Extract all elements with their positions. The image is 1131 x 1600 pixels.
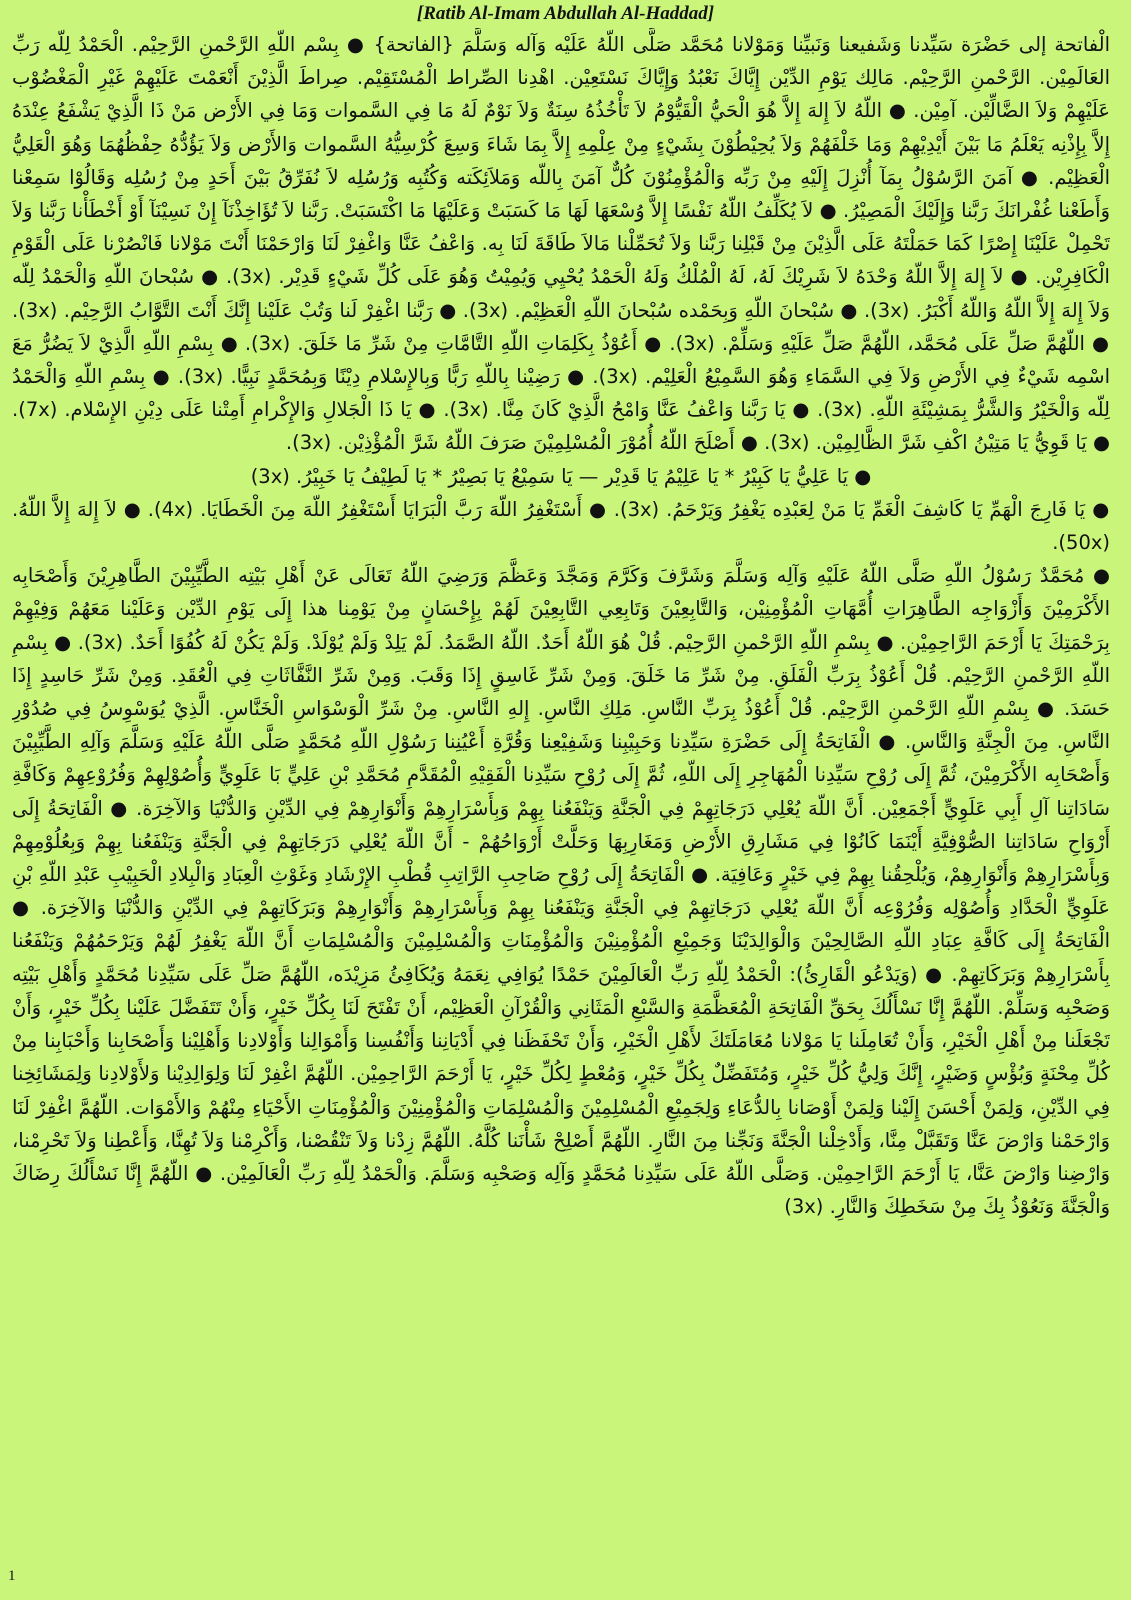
page-number: 1 [8,1568,16,1584]
page-title: [Ratib Al-Imam Abdullah Al-Haddad] [416,3,715,24]
ratib-opening-text: الْفاتحة إلى حَضْرَة سَيِّدنا وَشَفيعنا وَنَبيِّنا وَمَوْلانا مُحَمَّد صَلَّى اللّهُ عَلَيْه وَآله وَسَلَّمَ {الفاتحة} ● بِسْم اللّهِ الرَّحْمنِ الرَّحِيْم. الْحَمْدُ لِلّه رَبِّ العَالَمِيْن. الرَّحْمنِ الرَّحِيْم. مَالِك يَوْمِ الدِّيْن إِيَّاكَ نَعْبُدُ وَإِيَّاكَ نَسْتَعِيْن. اهْدِنا الصِّراط الْمُسْتَقِيْم. صِراطَ الَّذِيْنَ أَنْعَمْتَ عَلَيْهِمْ غَيْرِ الْمَغْضُوْب عَلَيْهِمْ وَلاَ الضَّالِّيْن. آمِيْن. ● اللّهُ لاَ إِلهَ إِلاَّ هُوَ الْحَيُّ الْقَيُّوْمُ لاَ تَأْخُذُهُ سِنَةٌ وَلاَ نَوْمٌ لَهُ مَا فِي السَّموات وَمَا فِي الأَرْض مَنْ ذَا الَّذِيْ يَشْفَعُ عِنْدَهُ إِلاَّ بِإِذْنِه يَعْلَمُ مَا بَيْنَ أَيْدِيْهِمْ وَمَا خَلْفَهُمْ وَلاَ يُحِيْطُوْنَ بِشَيْءٍ مِنْ عِلْمِهِ إِلاَّ بِمَا شَاءَ وَسِعَ كُرْسِيُّهُ السَّموات وَالأَرْض وَلاَ يَؤُدُّهُ حِفْظُهُمَا وَهُوَ الْعَلِيُّ الْعَظِيْم. ● آمَنَ الرَّسُوْلُ بِمَآ أُنْزِلَ إِلَيْهِ مِنْ رَبِّه وَالْمُؤْمِنُوْنَ كُلٌّ آمَنَ بِاللّه وَمَلاَئِكَته وَكُتُبِه وَرُسُلِه لاَ نُفَرِّقُ بَيْنَ أَحَدٍ مِنْ رُسُلِه وَقَالُوْا سَمِعْنا وَأَطَعْنا غُفْرانَكَ رَبَّنا وَإِلَيْكَ الْمَصِيْرُ. ● لاَ يُكَلِّفُ اللّهُ نَفْسًا إِلاَّ وُسْعَهَا لَهَا مَا كَسَبَتْ وَعَلَيْهَا مَا اكْتَسَبَتْ. رَبَّنا لاَ تُؤَاخِذْنَآ إِنْ نَسِيْنَآ أَوْ أَخْطَأْنا رَبَّنا وَلاَ تَحْمِلْ عَلَيْنَا إِصْرًا كَمَا حَمَلْتَهُ عَلَى الَّذِيْنَ مِنْ قَبْلِنا رَبَّنا وَلاَ تُحَمِّلْنا مَالاَ طَاقَةَ لَنَا بِه. وَاعْفُ عَنَّا وَاغْفِرْ لَنَا وَارْحَمْنَا أَنْتَ مَوْلانا فَانْصُرْنا عَلَى الْقَوْمِ الْكَافِرِيْن. ● لاَ إِلهَ إِلاَّ اللّهُ وَحْدَهُ لاَ شَرِيْكَ لَهُ، لَهُ الْمُلْكُ وَلَهُ الْحَمْدُ يُحْيِي وَيُمِيْتُ وَهُوَ عَلَى كُلِّ شَيْءٍ قَدِيْر. (3x). ● سُبْحانَ اللّهِ وَالْحَمْدُ لِلّه وَلاَ إِلهَ إِلاَّ اللّهُ وَاللّهُ أَكْبَرُ. (3x). ● سُبْحانَ اللّهِ وَبِحَمْده سُبْحانَ اللّهِ الْعَظِيْم. (3x). ● رَبَّنا اغْفِرْ لَنا وَتُبْ عَلَيْنا إِنَّكَ أَنْتَ التَّوَّابُ الرَّحِيْم. (3x). ● اللّهُمَّ صَلِّ عَلَى مُحَمَّد، اللّهُمَّ صَلِّ عَلَيْهِ وَسَلِّمْ. (3x). ● أَعُوْذُ بِكَلِمَاتِ اللّهِ التَّامَّاتِ مِنْ شَرِّ مَا خَلَقَ. (3x). ● بِسْمِ اللّهِ الَّذِيْ لاَ يَضُرُّ مَعَ اسْمِه شَيْءٌ فِي الأَرْضِ وَلاَ فِي السَّمَاءِ وَهُوَ السَّمِيْعُ الْعَلِيْم. (3x). ● رَضِيْنا بِاللّهِ رَبًّا وَبِالإِسْلامِ دِيْنًا وَبِمُحَمَّدٍ نَبِيًّا. (3x). ● بِسْمِ اللّهِ وَالْحَمْدُ لِلّه وَالْخَيْرُ وَالشَّرُّ بِمَشِيْئَةِ اللّهِ. (3x). ● يَا رَبَّنا وَاعْفُ عَنَّا وَامْحُ الَّذِيْ كَانَ مِنَّا. (3x). ● يَا ذَا الْجَلالِ وَالإِكْرامِ أَمِتْنا عَلَى دِيْنِ الإِسْلام. (7x). ● يَا قَوِيُّ يَا مَتِيْنُ اكْفِ شَرَّ الظَّالِمِيْن. (3x). ● أَصْلَحَ اللّهُ أُمُوْرَ الْمُسْلِمِيْنَ صَرَفَ اللّهُ شَرَّ الْمُؤْذِيْن. (3x). [12,33,1110,455]
ratib-repeated-dhikr: ● يَا فَارِجَ الْهَمِّ يَا كَاشِفَ الْغَمِّ يَا مَنْ لِعَبْدِه يَغْفِرُ وَيَرْحَمُ. (3x). ● أَسْتَغْفِرُ اللّهَ رَبَّ الْبَرَايَا أَسْتَغْفِرُ اللّهَ مِنَ الْخَطَايَا. (4x). ● لاَ إِلهَ إِلاَّ اللّهُ. (50x). [12,497,1110,555]
ratib-closing-dua: ● مُحَمَّدٌ رَسُوْلُ اللّهِ صَلَّى اللّهُ عَلَيْهِ وَآلِه وَسَلَّمَ وَشَرَّفَ وَكَرَّمَ وَمَجَّدَ وَعَظَّمَ وَرَضِيَ اللّهُ تَعَالَى عَنْ أَهْلِ بَيْتِه الطَّيِّبِيْنَ الطَّاهِرِيْنَ وَأَصْحَابِه الأَكْرَمِيْنَ وَأَزْوَاجِه الطَّاهِرَاتِ أُمَّهَاتِ الْمُؤْمِنِيْن، وَالتَّابِعِيْنَ وَتَابِعِي التَّابِعِيْنَ لَهُمْ بِإِحْسَانٍ مِنْ يَوْمِنا هذا إِلَى يَوْمِ الدِّيْن وَعَلَيْنا مَعَهُمْ وَفِيْهِمْ بِرَحْمَتِكَ يَا أَرْحَمَ الرَّاحِمِيْن. ● بِسْمِ اللّهِ الرَّحْمنِ الرَّحِيْم. قُلْ هُوَ اللّهُ أَحَدٌ. اللّهُ الصَّمَدُ. لَمْ يَلِدْ وَلَمْ يُوْلَدْ. وَلَمْ يَكُنْ لَهُ كُفُوًا أَحَدٌ. (3x). ● بِسْمِ اللّهِ الرَّحْمنِ الرَّحِيْم. قُلْ أَعُوْذُ بِرَبِّ الْفَلَقِ. مِنْ شَرِّ مَا خَلَقَ. وَمِنْ شَرِّ غَاسِقٍ إِذَا وَقَبَ. وَمِنْ شَرِّ النَّفَّاثَاتِ فِي الْعُقَدِ. وَمِنْ شَرِّ حَاسِدٍ إِذَا حَسَدَ. ● بِسْمِ اللّهِ الرَّحْمنِ الرَّحِيْم. قُلْ أَعُوْذُ بِرَبِّ النَّاسِ. مَلِكِ النَّاسِ. إِلهِ النَّاسِ. مِنْ شَرِّ الْوَسْوَاسِ الْخَنَّاسِ. الَّذِيْ يُوَسْوِسُ فِي صُدُوْرِ النَّاسِ. مِنَ الْجِنَّةِ وَالنَّاسِ. ● الْفَاتِحَةُ إِلَى حَضْرَةِ سَيِّدِنا وَحَبِيْبِنا وَشَفِيْعِنا وَقُرَّةِ أَعْيُنِنا رَسُوْلِ اللّهِ مُحَمَّدٍ صَلَّى اللّهُ عَلَيْهِ وَسَلَّمَ وَآلِهِ الطَّيِّبِيْنَ وَأَصْحَابِه الأَكْرَمِيْنَ، ثُمَّ إِلَى رُوْحِ سَيِّدِنا الْمُهَاجِرِ إِلَى اللّهِ، ثُمَّ إِلَى رُوْحِ سَيِّدِنا الْفَقِيْهِ الْمُقَدَّمِ مُحَمَّدِ بْنِ عَلِيٍّ بَا عَلَوِيٍّ وَأُصُوْلِهِمْ وَفُرُوْعِهِمْ وَكَافَّةِ سَادَاتِنا آلِ أَبِي عَلَوِيٍّ أَجْمَعِيْن. أَنَّ اللّهَ يُعْلِي دَرَجَاتِهِمْ فِي الْجَنَّةِ وَيَنْفَعُنا بِهِمْ وَبِأَسْرَارِهِمْ وَأَنْوَارِهِمْ فِي الدِّيْنِ وَالدُّنْيَا وَالآخِرَة. ● الْفَاتِحَةُ إِلَى أَرْوَاحِ سَادَاتِنا الصُّوْفِيَّةِ أَيْنَمَا كَانُوْا فِي مَشَارِقِ الأَرْضِ وَمَغَارِبِهَا وَحَلَّتْ أَرْوَاحُهُمْ - أَنَّ اللّهَ يُعْلِي دَرَجَاتِهِمْ فِي الْجَنَّةِ وَيَنْفَعُنا بِهِمْ وَبِعُلُوْمِهِمْ وَبِأَسْرَارِهِمْ وَأَنْوَارِهِمْ، وَيُلْحِقُنا بِهِمْ فِي خَيْرٍ وَعَافِيَة. ● الْفَاتِحَةُ إِلَى رُوْحِ صَاحِبِ الرَّاتِبِ قُطْبِ الإِرْشَادِ وَغَوْثِ الْعِبَادِ وَالْبِلادِ الْحَبِيْبِ عَبْدِ اللّهِ بْنِ عَلَوِيٍّ الْحَدَّادِ وَأُصُوْلِه وَفُرُوْعِه أَنَّ اللّهَ يُعْلِي دَرَجَاتِهِمْ فِي الْجَنَّةِ وَيَنْفَعُنا بِهِمْ وَبِأَسْرَارِهِمْ وَأَنْوَارِهِمْ وَبَرَكَاتِهِمْ فِي الدِّيْنِ وَالدُّنْيَا وَالآخِرَة. ● الْفَاتِحَةُ إِلَى كَافَّةِ عِبَادِ اللّهِ الصَّالِحِيْنَ وَالْوَالِدَيْنَا وَجَمِيْعِ الْمُؤْمِنِيْنَ وَالْمُؤْمِنَاتِ وَالْمُسْلِمِيْنَ وَالْمُسْلِمَاتِ أَنَّ اللّهَ يَغْفِرُ لَهُمْ وَيَرْحَمُهُمْ وَيَنْفَعُنا بِأَسْرَارِهِمْ وَبَرَكَاتِهِمْ. ● (وَيَدْعُو الْقَارِئُ): الْحَمْدُ لِلّهِ رَبِّ الْعَالَمِيْنَ حَمْدًا يُوَافِي نِعَمَهُ وَيُكَافِئُ مَزِيْدَه، اللّهُمَّ صَلِّ عَلَى سَيِّدِنا مُحَمَّدٍ وَأَهْلِ بَيْتِه وَصَحْبِه وَسَلِّمْ. اللّهُمَّ إِنَّا نَسْأَلُكَ بِحَقِّ الْفَاتِحَةِ الْمُعَظَّمَةِ وَالسَّبْعِ الْمَثَانِي وَالْقُرْآنِ الْعَظِيْم، أَنْ تَفْتَحَ لَنَا بِكُلِّ خَيْرٍ، وَأَنْ تَتَفَضَّلَ عَلَيْنا بِكُلِّ خَيْرٍ، وَأَنْ تَجْعَلَنا مِنْ أَهْلِ الْخَيْرِ، وَأَنْ تُعَامِلَنا يَا مَوْلانا مُعَامَلَتَكَ لأَهْلِ الْخَيْرِ، وَأَنْ تَحْفَظَنا فِي أَدْيَانِنا وَأَنْفُسِنا وَأَمْوَالِنا وَأَوْلادِنا وَأَهْلِيْنا وَأَصْحَابِنا وَأَحْبَابِنا مِنْ كُلِّ مِحْنَةٍ وَبُؤْسٍ وَضَيْرٍ، إِنَّكَ وَلِيُّ كُلِّ خَيْرٍ، وَمُتَفَضِّلٌ بِكُلِّ خَيْرٍ، وَمُعْطٍ لِكُلِّ خَيْرٍ، يَا أَرْحَمَ الرَّاحِمِيْن. اللّهُمَّ اغْفِرْ لَنَا وَلِوَالِدِيْنا وَلأَوْلادِنا وَلِمَشَائِخِنا فِي الدِّيْنِ، وَلِمَنْ أَحْسَنَ إِلَيْنا وَلِمَنْ أَوْصَانا بِالدُّعَاءِ وَلِجَمِيْعِ الْمُسْلِمِيْنَ وَالْمُسْلِمَاتِ وَالْمُؤْمِنِيْنَ وَالْمُؤْمِنَاتِ الأَحْيَاءِ مِنْهُمْ وَالأَمْوَات. اللّهُمَّ اغْفِرْ لَنَا وَارْحَمْنا وَارْضَ عَنَّا وَتَقَبَّلْ مِنَّا، وَأَدْخِلْنا الْجَنَّةَ وَنَجِّنا مِنَ النَّارِ. اللّهُمَّ أَصْلِحْ شَأْنَنا كُلَّهُ. اللّهُمَّ زِدْنا وَلاَ تَنْقُصْنا، وَأَكْرِمْنا وَلاَ تُهِنَّا، وَأَعْطِنا وَلاَ تَحْرِمْنا، وَارْضِنا وَارْضَ عَنَّا، يَا أَرْحَمَ الرَّاحِمِيْن. وَصَلَّى اللّهُ عَلَى سَيِّدِنا مُحَمَّدٍ وَآلِه وَصَحْبِه وَسَلَّمَ. وَالْحَمْدُ لِلّهِ رَبِّ الْعَالَمِيْن. ● اللّهُمَّ إِنَّا نَسْأَلُكَ رِضَاكَ وَالْجَنَّةَ وَنَعُوْذُ بِكَ مِنْ سَخَطِكَ وَالنَّارِ. (3x) [12,564,1110,1219]
ratib-body-text [12,28,1110,1568]
ratib-centered-invocation: ● يَا عَلِيُّ يَا كَبِيْرُ * يَا عَلِيْمُ يَا قَدِيْر — يَا سَمِيْعُ يَا بَصِيْرُ * يَا لَطِيْفُ يَا خَبِيْرُ. (3x) [250,464,872,488]
